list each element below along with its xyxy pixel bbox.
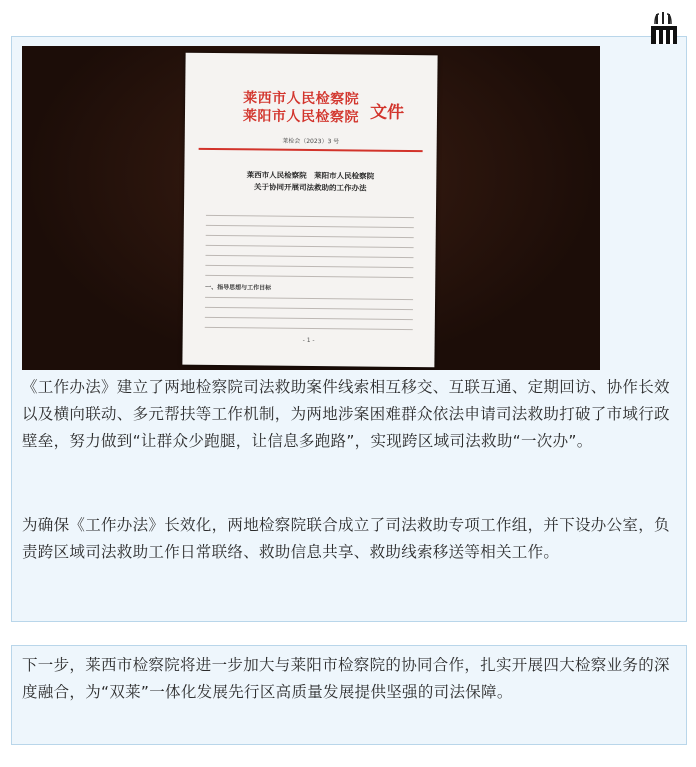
doc-body-lines [205, 215, 414, 339]
doc-title-line1: 莱西市人民检察院 [243, 90, 360, 108]
doc-heading-line2: 关于协同开展司法救助的工作办法 [253, 182, 367, 193]
doc-page-number: - 1 - [302, 336, 315, 345]
document-photo [22, 46, 600, 370]
doc-red-rule [199, 148, 423, 152]
doc-number: 莱检会（2023）3 号 [282, 137, 340, 146]
paragraph-next-step: 下一步，莱西市检察院将进一步加大与莱阳市检察院的协同合作，扎实开展四大检察业务的深度融合，为“双莱”一体化发展先行区高质量发展提供坚强的司法保障。 [22, 656, 670, 701]
paragraph-mechanism: 《工作办法》建立了两地检察院司法救助案件线索相互移交、互联互通、定期回访、协作长效以及横向联动、多元帮扶等工作机制，为两地涉案困难群众依法申请司法救助打破了市域行政壁垒，努力做到“让群众少跑腿，让信息多跑路”，实现跨区域司法救助“一次办”。 [22, 378, 670, 450]
binder-clip-icon [649, 12, 679, 46]
doc-heading-line1: 莱西市人民检察院 莱阳市人民检察院 [246, 170, 375, 181]
doc-title-line2: 莱阳市人民检察院 [242, 108, 360, 126]
doc-title-suffix: 文件 [369, 102, 405, 123]
doc-section-heading: 一、指导思想与工作目标 [205, 283, 272, 292]
paragraph-working-group: 为确保《工作办法》长效化，两地检察院联合成立了司法救助专项工作组，并下设办公室，负责跨区域司法救助工作日常联络、救助信息共享、救助线索移送等相关工作。 [22, 516, 670, 561]
document-paper [182, 53, 437, 368]
